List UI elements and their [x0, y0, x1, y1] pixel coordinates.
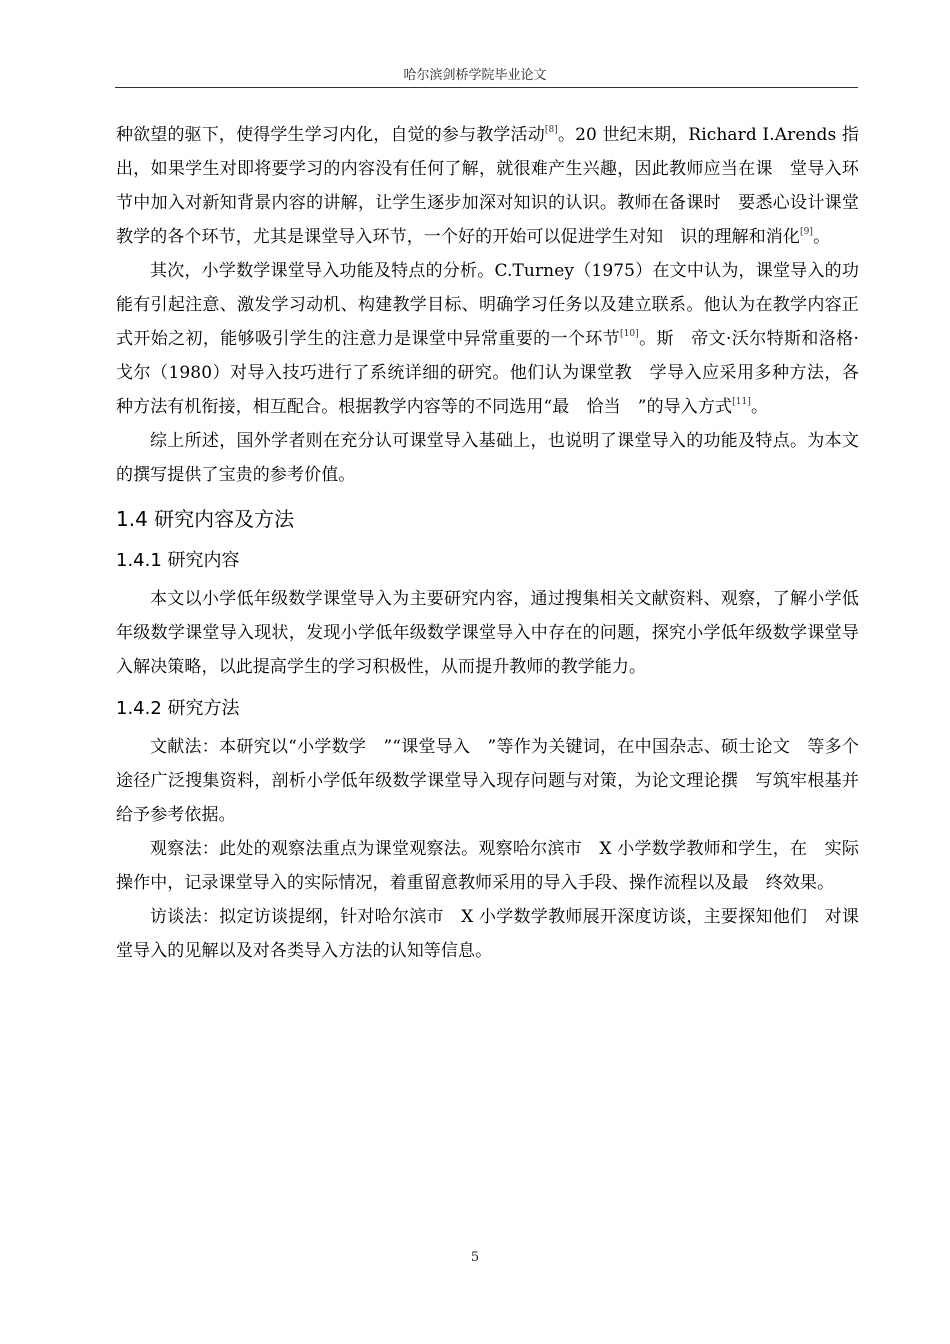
section-heading-1-4: 1.4 研究内容及方法 [116, 507, 295, 531]
paragraph-4: 本文以小学低年级数学课堂导入为主要研究内容，通过搜集相关文献资料、观察，了解小学低年级数学课堂导入现状，发现小学低年级数学课堂导入中存在的问题，探究小学低年级数学课堂导入解决策略，以此提高学生的学习积极性，从而提升教师的教学能力。 [116, 589, 859, 677]
citation-11: [11] [732, 397, 751, 407]
section-heading-1-4-1: 1.4.1 研究内容 [116, 550, 240, 571]
running-header: 哈尔滨剑桥学院毕业论文 [403, 68, 547, 83]
paragraph-2 [116, 254, 859, 424]
header-rule [115, 87, 858, 88]
paragraph-1-text-b: 。20 世纪末期，Richard I.Arends 指出，如果学生对即将要学习的内容没有任何了解，就很难产生兴趣，因此教师应当在课 堂导入环节中加入对新知背景内容的讲解，让学生逐步加深对知识的认识。教师在备课时 要悉心设计课堂教学的各个环节，尤其是课堂导入环节，一个好的开始可以促进学生对知 识的理解和消化 [116, 125, 859, 247]
paragraph-1 [116, 118, 859, 254]
paragraph-observation-method: 观察法：此处的观察法重点为课堂观察法。观察哈尔滨市 X 小学数学教师和学生，在 实际操作中，记录课堂导入的实际情况，着重留意教师采用的导入手段、操作流程以及最 终效果。 [116, 839, 859, 893]
page-body [116, 118, 859, 968]
page-number: 5 [470, 1250, 480, 1265]
paragraph-2-text-b: 。斯 帝文·沃尔特斯和洛格·戈尔（1980）对导入技巧进行了系统详细的研究。他们认为课堂教 学导入应采用多种方法，各种方法有机衔接，相互配合。根据教学内容等的不同选用“最 恰当 ”的导入方式 [116, 329, 859, 417]
section-heading-1-4-2: 1.4.2 研究方法 [116, 698, 240, 719]
paragraph-3: 综上所述，国外学者则在充分认可课堂导入基础上，也说明了课堂导入的功能及特点。为本文的撰写提供了宝贵的参考价值。 [116, 431, 859, 485]
paragraph-2-text-a: 其次，小学数学课堂导入功能及特点的分析。C.Turney（1975）在文中认为，课堂导入的功能有引起注意、激发学习动机、构建教学目标、明确学习任务以及建立联系。他认为在教学内容正式开始之初，能够吸引学生的注意力是课堂中异常重要的一个环节 [116, 261, 859, 349]
paragraph-1-text-c: 。 [813, 227, 831, 247]
citation-10: [10] [620, 329, 639, 339]
paragraph-2-text-c: 。 [750, 397, 769, 417]
paragraph-literature-method: 文献法：本研究以“小学数学 ”“课堂导入 ”等作为关键词，在中国杂志、硕士论文 等多个途径广泛搜集资料，剖析小学低年级数学课堂导入现存问题与对策，为论文理论撰 写筑牢根基并给予参考依据。 [116, 737, 859, 825]
citation-8: [8] [544, 125, 558, 135]
paragraph-interview-method: 访谈法：拟定访谈提纲，针对哈尔滨市 X 小学数学教师展开深度访谈，主要探知他们 对课堂导入的见解以及对各类导入方法的认知等信息。 [116, 907, 859, 961]
citation-9: [9] [800, 227, 814, 237]
paragraph-1-text-a: 种欲望的驱下，使得学生学习内化，自觉的参与教学活动 [116, 125, 545, 145]
